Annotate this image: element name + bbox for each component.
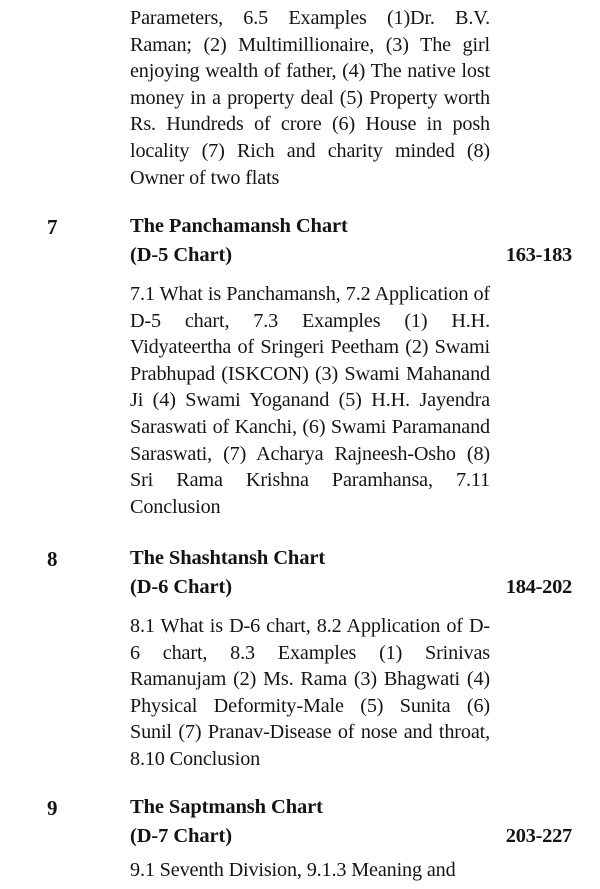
chapter-title-line-1: The Shashtansh Chart xyxy=(130,547,326,569)
chapter-summary: 7.1 What is Panchamansh, 7.2 Application of D-5 chart, 7.3 Examples (1) H.H. Vidyateertha of Sringeri Peetham (2) Swami Prabhupad (ISKCON) (3) Swami Mahanand Ji (4) Swami Yoganand (5) H.H. Jayendra Saraswati of Kanchi, (6) Swami Paramanand Saraswati, (7) Acharya Rajneesh-Osho (8) Sri Rama Krishna Paramhansa, 7.11 Conclusion xyxy=(130,283,490,518)
chapter-title xyxy=(130,793,323,850)
chapter-title xyxy=(130,212,348,269)
chapter-page-range: 163-183 xyxy=(505,244,572,266)
chapter-number: 7 xyxy=(47,215,58,239)
chapter-title-line-2: (D-6 Chart) xyxy=(130,575,232,598)
chapter-title-line-2: (D-5 Chart) xyxy=(130,243,232,266)
chapter-summary: 9.1 Seventh Division, 9.1.3 Meaning and xyxy=(130,859,456,881)
chapter-page-range: 203-227 xyxy=(505,825,572,847)
chapter-title-line-2: (D-7 Chart) xyxy=(130,824,232,847)
chapter-title-line-1: The Panchamansh Chart xyxy=(130,215,348,237)
chapter-title-line-1: The Saptmansh Chart xyxy=(130,796,323,818)
chapter-number: 8 xyxy=(47,547,58,571)
chapter-title xyxy=(130,544,325,601)
chapter-summary: 8.1 What is D-6 chart, 8.2 Application of D-6 chart, 8.3 Examples (1) Srinivas Ramanujam (2) Ms. Rama (3) Bhagwati (4) Physical Deformity-Male (5) Sunita (6) Sunil (7) Pranav-Disease of nose and throat, 8.10 Conclusion xyxy=(130,615,490,770)
chapter-page-range: 184-202 xyxy=(505,576,572,598)
chapter-6-summary-continuation: Parameters, 6.5 Examples (1)Dr. B.V. Raman; (2) Multimillionaire, (3) The girl enjoying wealth of father, (4) The native lost money in a property deal (5) Property worth Rs. Hundreds of crore (6) House in posh locality (7) Rich and charity minded (8) Owner of two flats xyxy=(130,7,490,189)
chapter-number: 9 xyxy=(47,796,58,820)
